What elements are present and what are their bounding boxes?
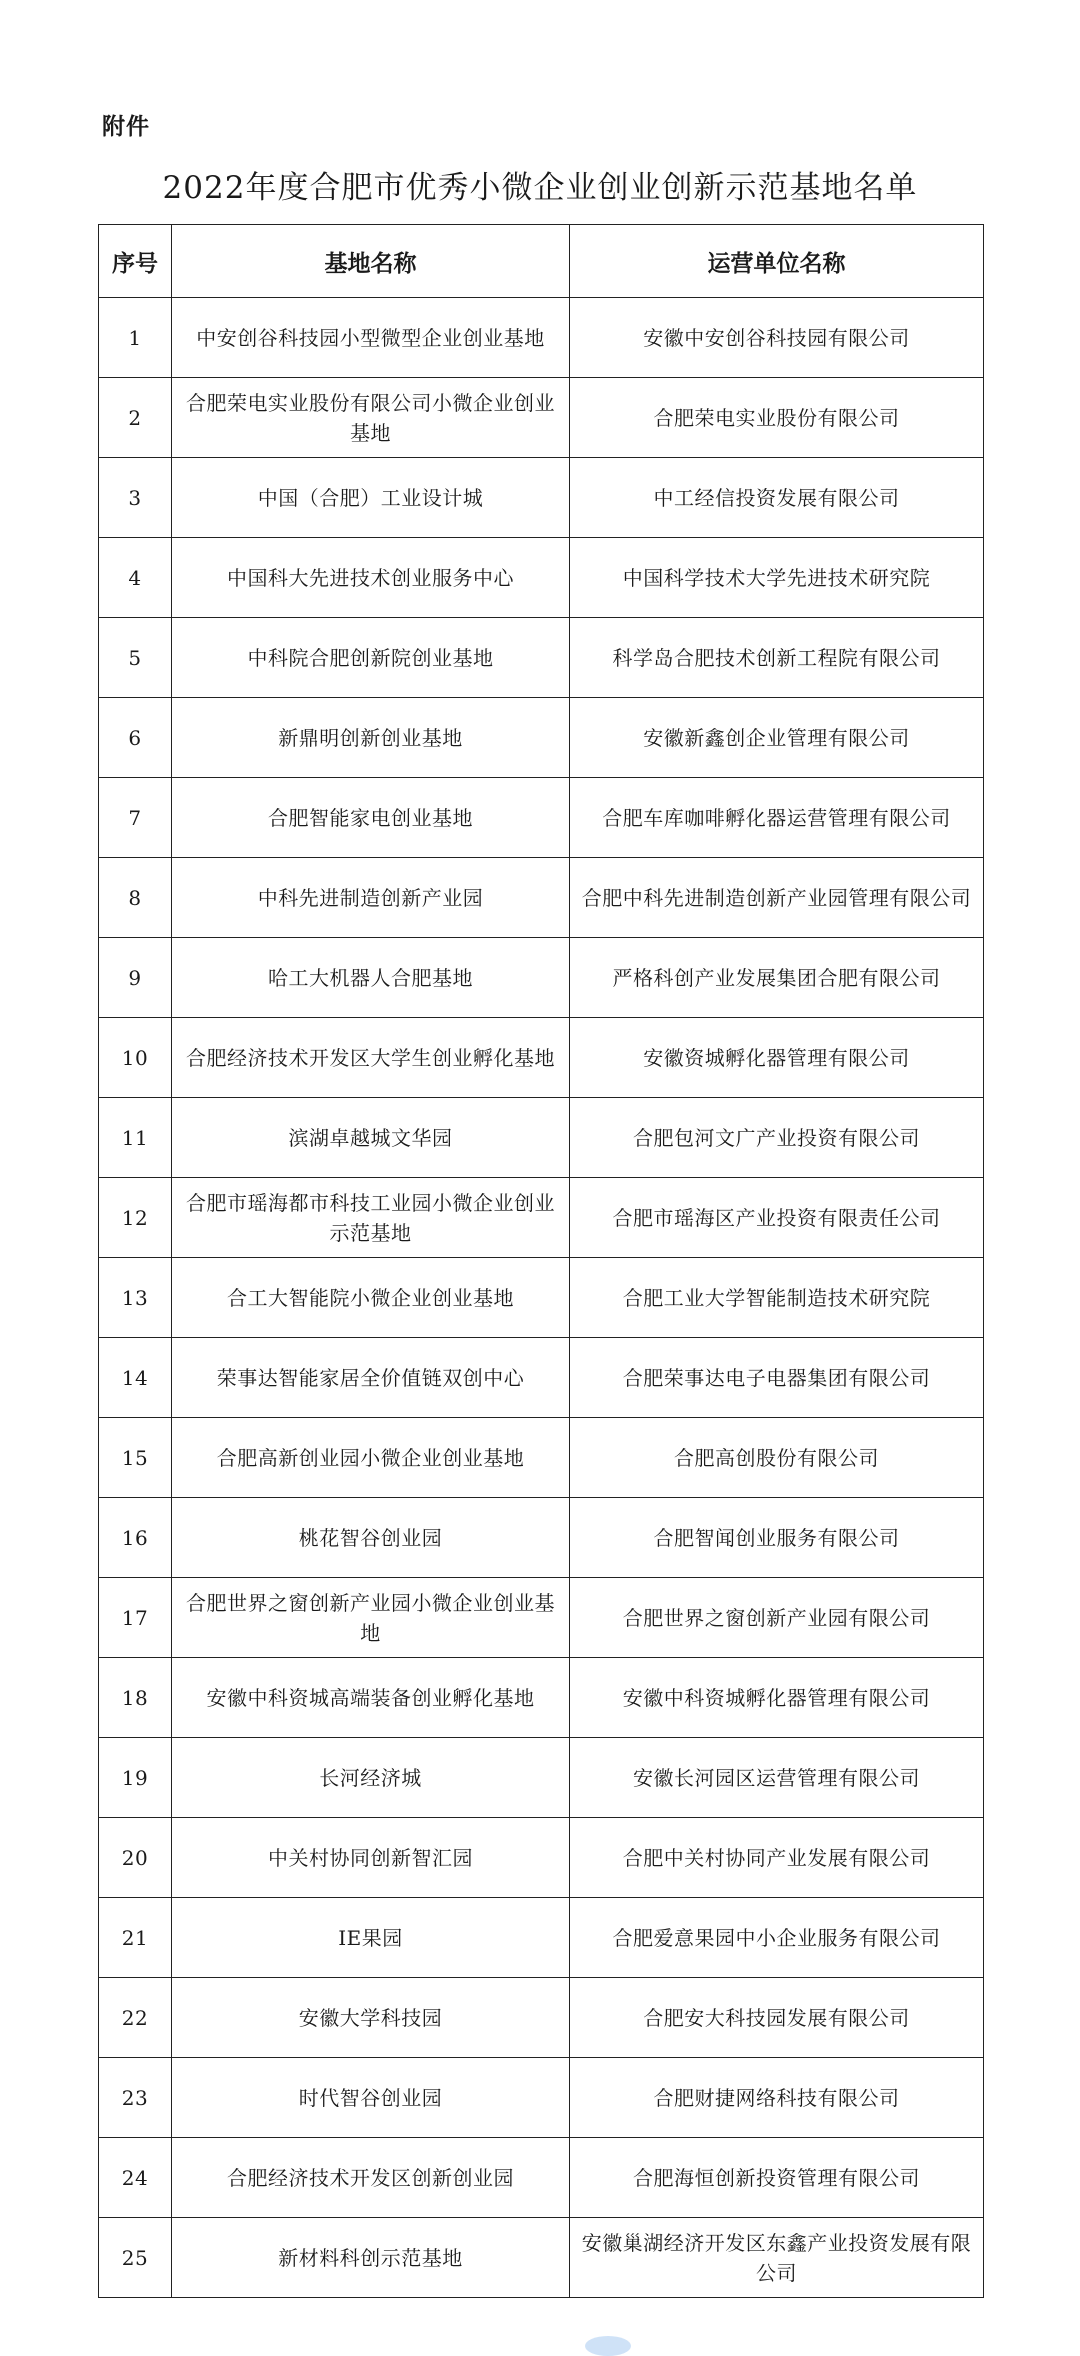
operator-name-cell: 安徽新鑫创企业管理有限公司 [570, 698, 984, 778]
base-name-cell: 合肥荣电实业股份有限公司小微企业创业基地 [172, 378, 570, 458]
table-row [99, 778, 984, 858]
table-row [99, 2058, 984, 2138]
table-row [99, 1578, 984, 1658]
row-number-cell: 16 [99, 1498, 172, 1578]
base-name-cell: 合肥经济技术开发区创新创业园 [172, 2138, 570, 2218]
base-name-cell: 中国科大先进技术创业服务中心 [172, 538, 570, 618]
base-name-cell: 中科院合肥创新院创业基地 [172, 618, 570, 698]
base-name-cell: 中安创谷科技园小型微型企业创业基地 [172, 298, 570, 378]
base-name-cell: 合肥世界之窗创新产业园小微企业创业基地 [172, 1578, 570, 1658]
operator-name-cell: 安徽长河园区运营管理有限公司 [570, 1738, 984, 1818]
operator-name-cell: 安徽中科资城孵化器管理有限公司 [570, 1658, 984, 1738]
operator-name-cell: 合肥安大科技园发展有限公司 [570, 1978, 984, 2058]
table-row [99, 2218, 984, 2298]
base-name-cell: 新材料科创示范基地 [172, 2218, 570, 2298]
base-name-cell: 合肥市瑶海都市科技工业园小微企业创业示范基地 [172, 1178, 570, 1258]
row-number-cell: 5 [99, 618, 172, 698]
row-number-cell: 10 [99, 1018, 172, 1098]
row-number-cell: 9 [99, 938, 172, 1018]
base-name-cell: 合肥高新创业园小微企业创业基地 [172, 1418, 570, 1498]
base-name-cell: 哈工大机器人合肥基地 [172, 938, 570, 1018]
operator-name-cell: 中国科学技术大学先进技术研究院 [570, 538, 984, 618]
base-name-cell: 长河经济城 [172, 1738, 570, 1818]
row-number-cell: 6 [99, 698, 172, 778]
row-number-cell: 25 [99, 2218, 172, 2298]
base-name-cell: 合肥智能家电创业基地 [172, 778, 570, 858]
operator-name-cell: 合肥中关村协同产业发展有限公司 [570, 1818, 984, 1898]
table-row [99, 1178, 984, 1258]
table-row [99, 298, 984, 378]
table-body [99, 298, 984, 2298]
table-header-row [99, 225, 984, 298]
table-row [99, 1738, 984, 1818]
base-name-cell: 桃花智谷创业园 [172, 1498, 570, 1578]
table-row [99, 618, 984, 698]
column-header-base-name: 基地名称 [172, 225, 570, 298]
table-row [99, 1098, 984, 1178]
table-row [99, 1658, 984, 1738]
base-list-table [98, 224, 984, 2298]
operator-name-cell: 合肥高创股份有限公司 [570, 1418, 984, 1498]
base-name-cell: 滨湖卓越城文华园 [172, 1098, 570, 1178]
base-name-cell: IE果园 [172, 1898, 570, 1978]
operator-name-cell: 合肥海恒创新投资管理有限公司 [570, 2138, 984, 2218]
table-row [99, 458, 984, 538]
row-number-cell: 4 [99, 538, 172, 618]
table-row [99, 1898, 984, 1978]
row-number-cell: 3 [99, 458, 172, 538]
base-name-cell: 合肥经济技术开发区大学生创业孵化基地 [172, 1018, 570, 1098]
operator-name-cell: 合肥爱意果园中小企业服务有限公司 [570, 1898, 984, 1978]
base-name-cell: 中关村协同创新智汇园 [172, 1818, 570, 1898]
row-number-cell: 7 [99, 778, 172, 858]
table-row [99, 1498, 984, 1578]
base-name-cell: 中科先进制造创新产业园 [172, 858, 570, 938]
base-name-cell: 新鼎明创新创业基地 [172, 698, 570, 778]
operator-name-cell: 合肥荣电实业股份有限公司 [570, 378, 984, 458]
operator-name-cell: 科学岛合肥技术创新工程院有限公司 [570, 618, 984, 698]
row-number-cell: 17 [99, 1578, 172, 1658]
row-number-cell: 1 [99, 298, 172, 378]
document-title: 2022年度合肥市优秀小微企业创业创新示范基地名单 [162, 170, 918, 206]
row-number-cell: 12 [99, 1178, 172, 1258]
operator-name-cell: 安徽资城孵化器管理有限公司 [570, 1018, 984, 1098]
table-row [99, 1818, 984, 1898]
row-number-cell: 2 [99, 378, 172, 458]
operator-name-cell: 合肥中科先进制造创新产业园管理有限公司 [570, 858, 984, 938]
operator-name-cell: 严格科创产业发展集团合肥有限公司 [570, 938, 984, 1018]
column-header-operator-name: 运营单位名称 [570, 225, 984, 298]
row-number-cell: 20 [99, 1818, 172, 1898]
table-row [99, 938, 984, 1018]
operator-name-cell: 安徽中安创谷科技园有限公司 [570, 298, 984, 378]
operator-name-cell: 合肥智闻创业服务有限公司 [570, 1498, 984, 1578]
operator-name-cell: 合肥车库咖啡孵化器运营管理有限公司 [570, 778, 984, 858]
table-row [99, 698, 984, 778]
base-name-cell: 安徽中科资城高端装备创业孵化基地 [172, 1658, 570, 1738]
row-number-cell: 22 [99, 1978, 172, 2058]
operator-name-cell: 中工经信投资发展有限公司 [570, 458, 984, 538]
attachment-label: 附件 [102, 114, 150, 140]
table-row [99, 1258, 984, 1338]
table-row [99, 538, 984, 618]
base-name-cell: 荣事达智能家居全价值链双创中心 [172, 1338, 570, 1418]
base-name-cell: 中国（合肥）工业设计城 [172, 458, 570, 538]
row-number-cell: 18 [99, 1658, 172, 1738]
operator-name-cell: 合肥包河文广产业投资有限公司 [570, 1098, 984, 1178]
row-number-cell: 24 [99, 2138, 172, 2218]
column-header-number: 序号 [99, 225, 172, 298]
table-row [99, 1018, 984, 1098]
base-name-cell: 合工大智能院小微企业创业基地 [172, 1258, 570, 1338]
row-number-cell: 19 [99, 1738, 172, 1818]
table-row [99, 1978, 984, 2058]
operator-name-cell: 合肥工业大学智能制造技术研究院 [570, 1258, 984, 1338]
base-name-cell: 安徽大学科技园 [172, 1978, 570, 2058]
row-number-cell: 8 [99, 858, 172, 938]
table-row [99, 1338, 984, 1418]
bottom-overlay-mark [585, 2336, 631, 2356]
row-number-cell: 23 [99, 2058, 172, 2138]
operator-name-cell: 合肥市瑶海区产业投资有限责任公司 [570, 1178, 984, 1258]
table-row [99, 378, 984, 458]
row-number-cell: 11 [99, 1098, 172, 1178]
table-row [99, 858, 984, 938]
operator-name-cell: 合肥荣事达电子电器集团有限公司 [570, 1338, 984, 1418]
table-row [99, 2138, 984, 2218]
table-row [99, 1418, 984, 1498]
row-number-cell: 13 [99, 1258, 172, 1338]
operator-name-cell: 合肥财捷网络科技有限公司 [570, 2058, 984, 2138]
operator-name-cell: 合肥世界之窗创新产业园有限公司 [570, 1578, 984, 1658]
base-name-cell: 时代智谷创业园 [172, 2058, 570, 2138]
row-number-cell: 15 [99, 1418, 172, 1498]
row-number-cell: 21 [99, 1898, 172, 1978]
operator-name-cell: 安徽巢湖经济开发区东鑫产业投资发展有限公司 [570, 2218, 984, 2298]
row-number-cell: 14 [99, 1338, 172, 1418]
